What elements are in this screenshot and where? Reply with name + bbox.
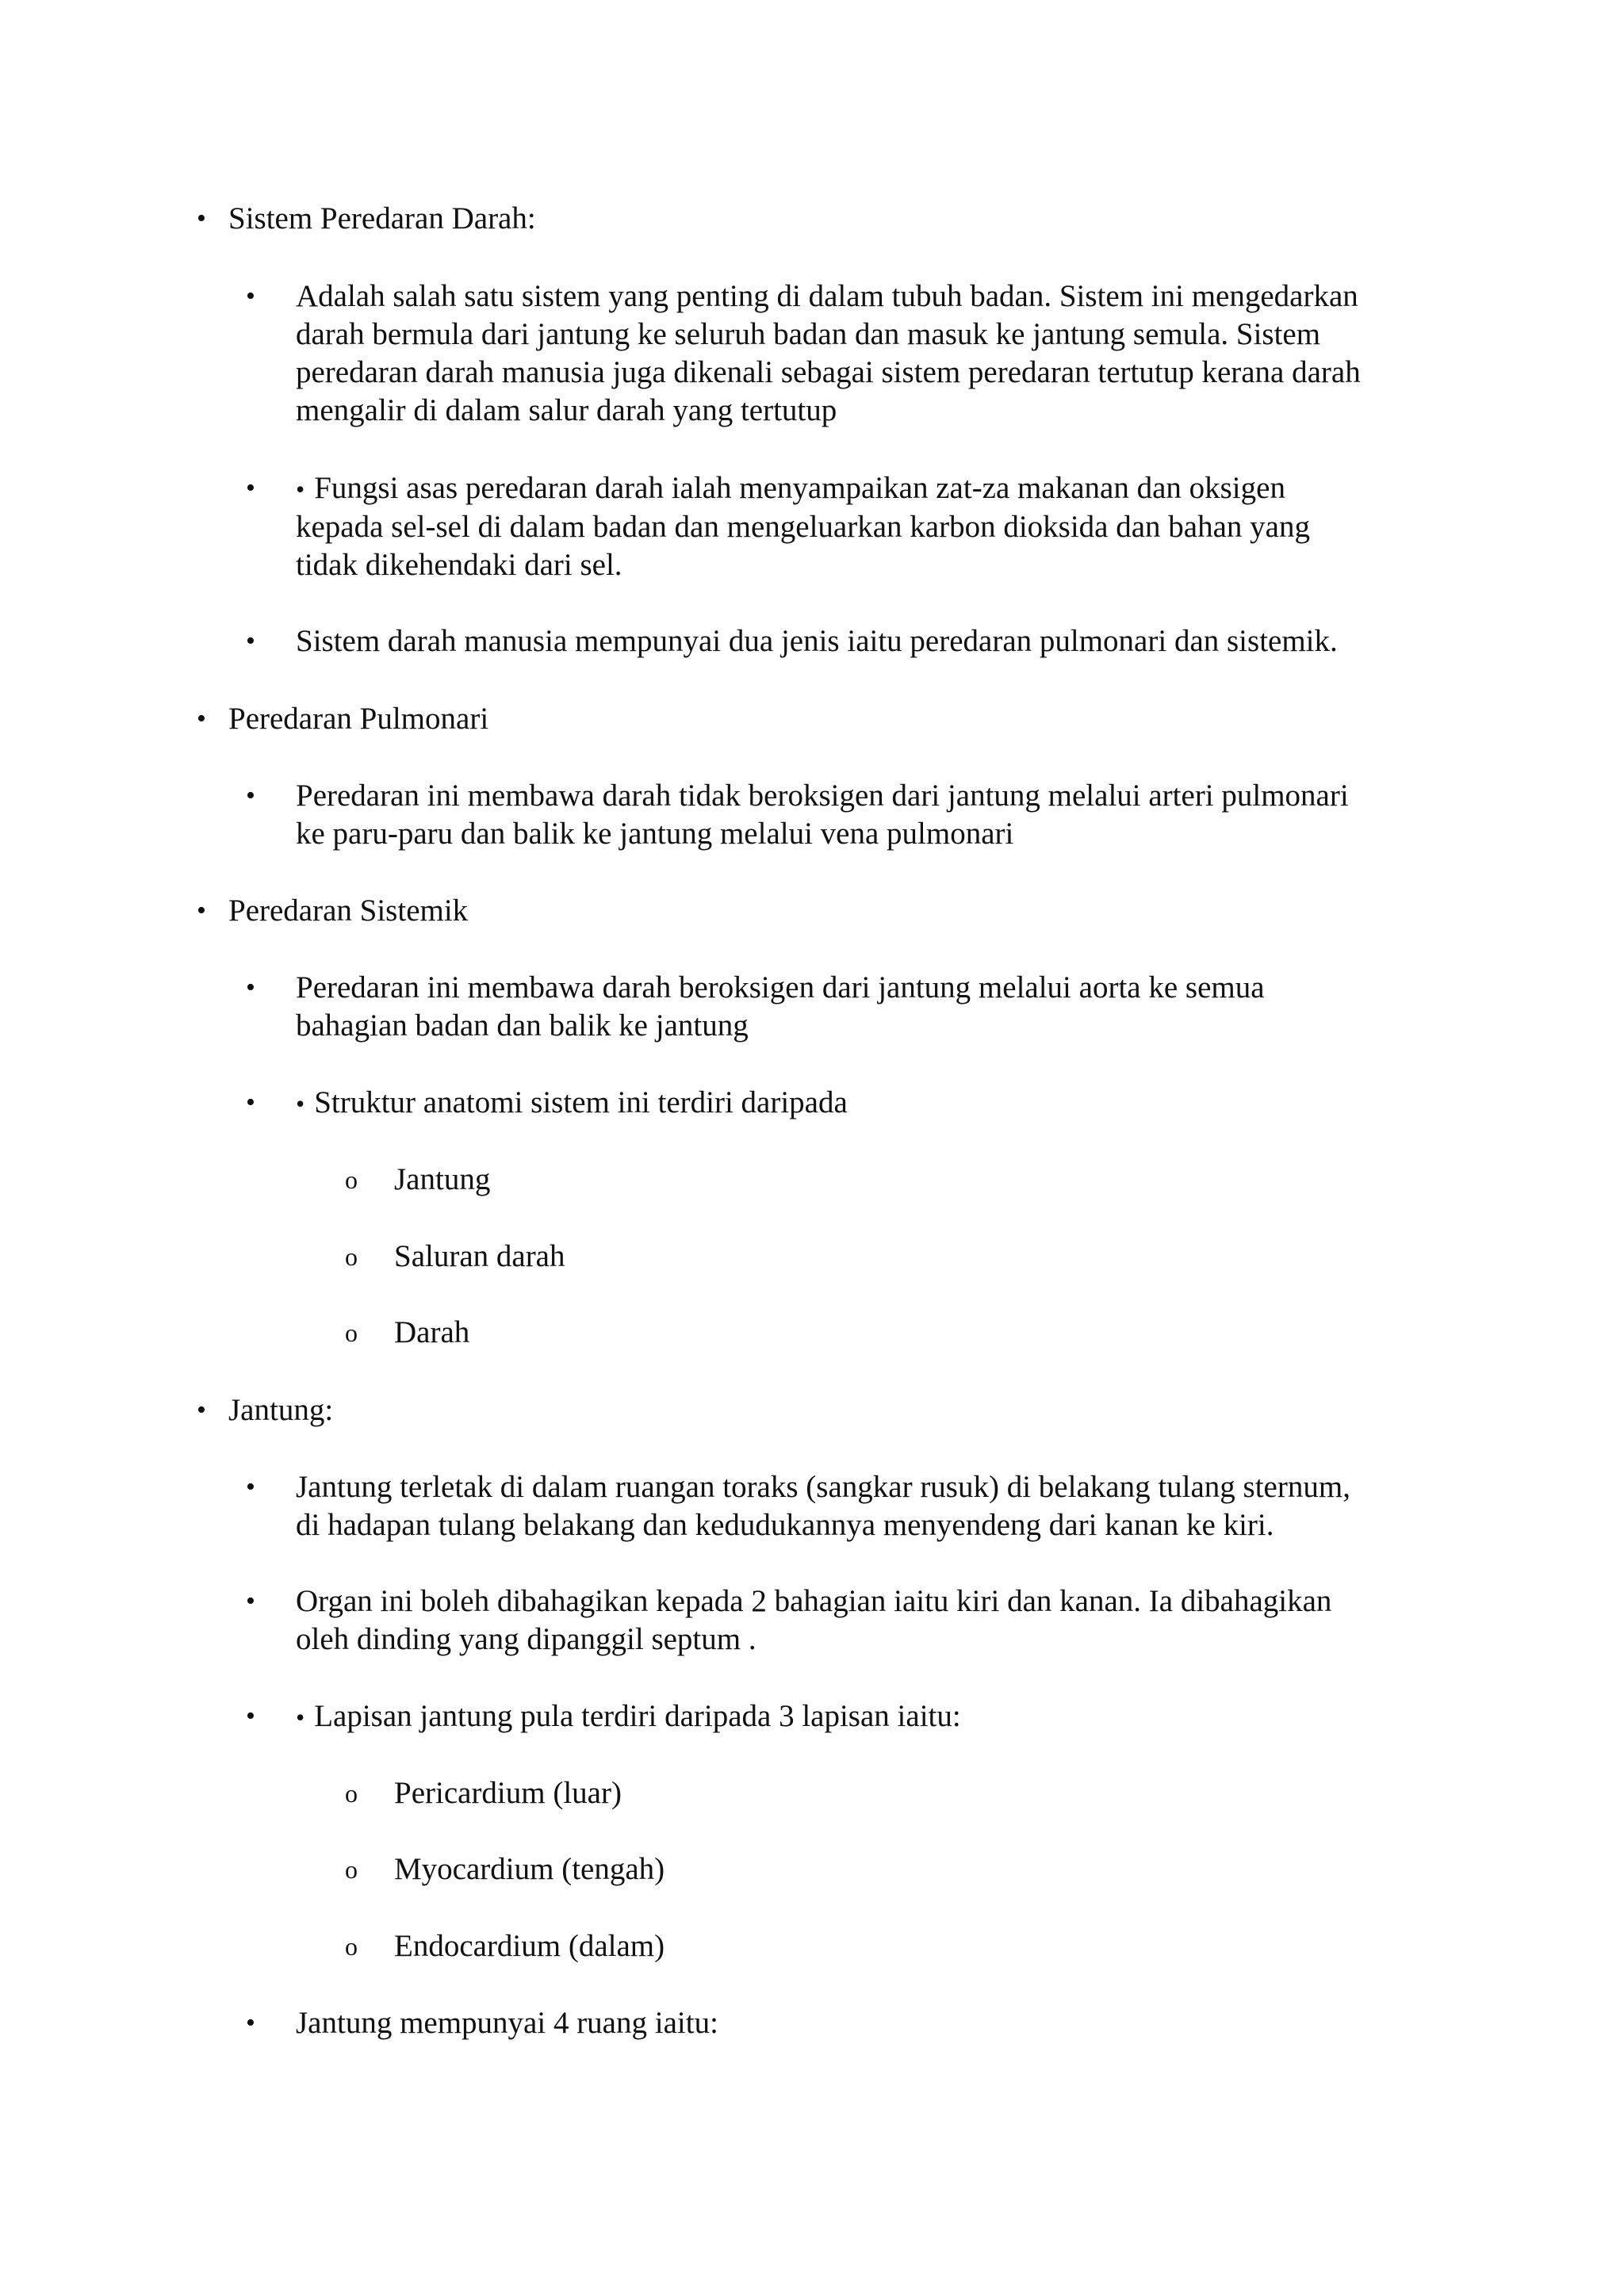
paragraph-line: Organ ini boleh dibahagikan kepada 2 bahagian iaitu kiri dan kanan. Ia dibahagikan bbox=[296, 1584, 1332, 1618]
list-item bbox=[296, 969, 1265, 1045]
section-heading-jantung: Jantung: bbox=[228, 1393, 334, 1427]
paragraph-line: ke paru-paru dan balik ke jantung melalui vena pulmonari bbox=[296, 817, 1014, 851]
paragraph-line: tidak dikehendaki dari sel. bbox=[296, 548, 622, 582]
list-item bbox=[296, 277, 1361, 430]
paragraph-line: Adalah salah satu sistem yang penting di dalam tubuh badan. Sistem ini mengedarkan bbox=[296, 279, 1358, 313]
bullet-icon: • bbox=[246, 473, 255, 503]
section-heading-peredaran-pulmonari: Peredaran Pulmonari bbox=[228, 702, 489, 736]
list-item bbox=[296, 1582, 1331, 1659]
list-item bbox=[296, 2004, 718, 2042]
paragraph-line: mengalir di dalam salur darah yang tertutup bbox=[296, 393, 837, 427]
paragraph-line: Struktur anatomi sistem ini terdiri daripada bbox=[314, 1085, 848, 1119]
bullet-icon: • bbox=[246, 1586, 255, 1616]
list-item bbox=[296, 1468, 1350, 1544]
sub-list-item: Pericardium (luar) bbox=[394, 1776, 622, 1810]
bullet-icon: • bbox=[246, 1701, 255, 1731]
sub-list-item: Jantung bbox=[394, 1162, 491, 1196]
section-heading-sistem-peredaran-darah: Sistem Peredaran Darah: bbox=[228, 201, 536, 235]
paragraph-line: Sistem darah manusia mempunyai dua jenis iaitu peredaran pulmonari dan sistemik. bbox=[296, 624, 1338, 658]
paragraph-line: Peredaran ini membawa darah tidak beroksigen dari jantung melalui arteri pulmonari bbox=[296, 779, 1349, 813]
sub-bullet-icon: o bbox=[345, 1932, 358, 1961]
paragraph-line: Peredaran ini membawa darah beroksigen dari jantung melalui aorta ke semua bbox=[296, 970, 1265, 1004]
paragraph-line: peredaran darah manusia juga dikenali sebagai sistem peredaran tertutup kerana darah bbox=[296, 355, 1361, 389]
bullet-icon: • bbox=[246, 781, 255, 810]
section-heading-peredaran-sistemik: Peredaran Sistemik bbox=[228, 894, 469, 928]
paragraph-line: Jantung mempunyai 4 ruang iaitu: bbox=[296, 2006, 718, 2040]
bullet-icon: • bbox=[246, 2008, 255, 2038]
paragraph-line: Fungsi asas peredaran darah ialah menyampaikan zat-za makanan dan oksigen bbox=[314, 471, 1285, 505]
paragraph-line: kepada sel-sel di dalam badan dan mengeluarkan karbon dioksida dan bahan yang bbox=[296, 510, 1310, 544]
sub-bullet-icon: o bbox=[345, 1242, 358, 1271]
bullet-icon: • bbox=[246, 973, 255, 1002]
paragraph-line: Lapisan jantung pula terdiri daripada 3 lapisan iaitu: bbox=[314, 1699, 961, 1733]
paragraph-line: oleh dinding yang dipanggil septum . bbox=[296, 1622, 756, 1656]
sub-bullet-icon: o bbox=[345, 1779, 358, 1808]
inner-bullet-icon: • bbox=[296, 1089, 305, 1118]
paragraph-line: di hadapan tulang belakang dan kedudukannya menyendeng dari kanan ke kiri. bbox=[296, 1508, 1274, 1542]
bullet-icon: • bbox=[246, 281, 255, 311]
bullet-icon: • bbox=[197, 1395, 206, 1425]
sub-list-item: Saluran darah bbox=[394, 1239, 565, 1273]
inner-bullet-icon: • bbox=[296, 1703, 305, 1732]
bullet-icon: • bbox=[246, 1472, 255, 1502]
inner-bullet-icon: • bbox=[296, 475, 305, 503]
bullet-icon: • bbox=[197, 896, 206, 925]
sub-list-item: Darah bbox=[394, 1315, 470, 1349]
sub-bullet-icon: o bbox=[345, 1165, 358, 1194]
bullet-icon: • bbox=[197, 204, 206, 233]
list-item bbox=[296, 1084, 848, 1123]
list-item bbox=[296, 1697, 961, 1736]
list-item bbox=[296, 777, 1349, 853]
list-item bbox=[296, 469, 1310, 584]
bullet-icon: • bbox=[197, 704, 206, 733]
sub-list-item: Endocardium (dalam) bbox=[394, 1929, 665, 1963]
bullet-icon: • bbox=[246, 626, 255, 656]
list-item bbox=[296, 622, 1338, 660]
paragraph-line: darah bermula dari jantung ke seluruh badan dan masuk ke jantung semula. Sistem bbox=[296, 317, 1321, 351]
sub-list-item: Myocardium (tengah) bbox=[394, 1852, 665, 1886]
sub-bullet-icon: o bbox=[345, 1318, 358, 1347]
paragraph-line: Jantung terletak di dalam ruangan toraks (sangkar rusuk) di belakang tulang sternum, bbox=[296, 1470, 1350, 1504]
bullet-icon: • bbox=[246, 1088, 255, 1117]
paragraph-line: bahagian badan dan balik ke jantung bbox=[296, 1008, 749, 1043]
sub-bullet-icon: o bbox=[345, 1855, 358, 1884]
